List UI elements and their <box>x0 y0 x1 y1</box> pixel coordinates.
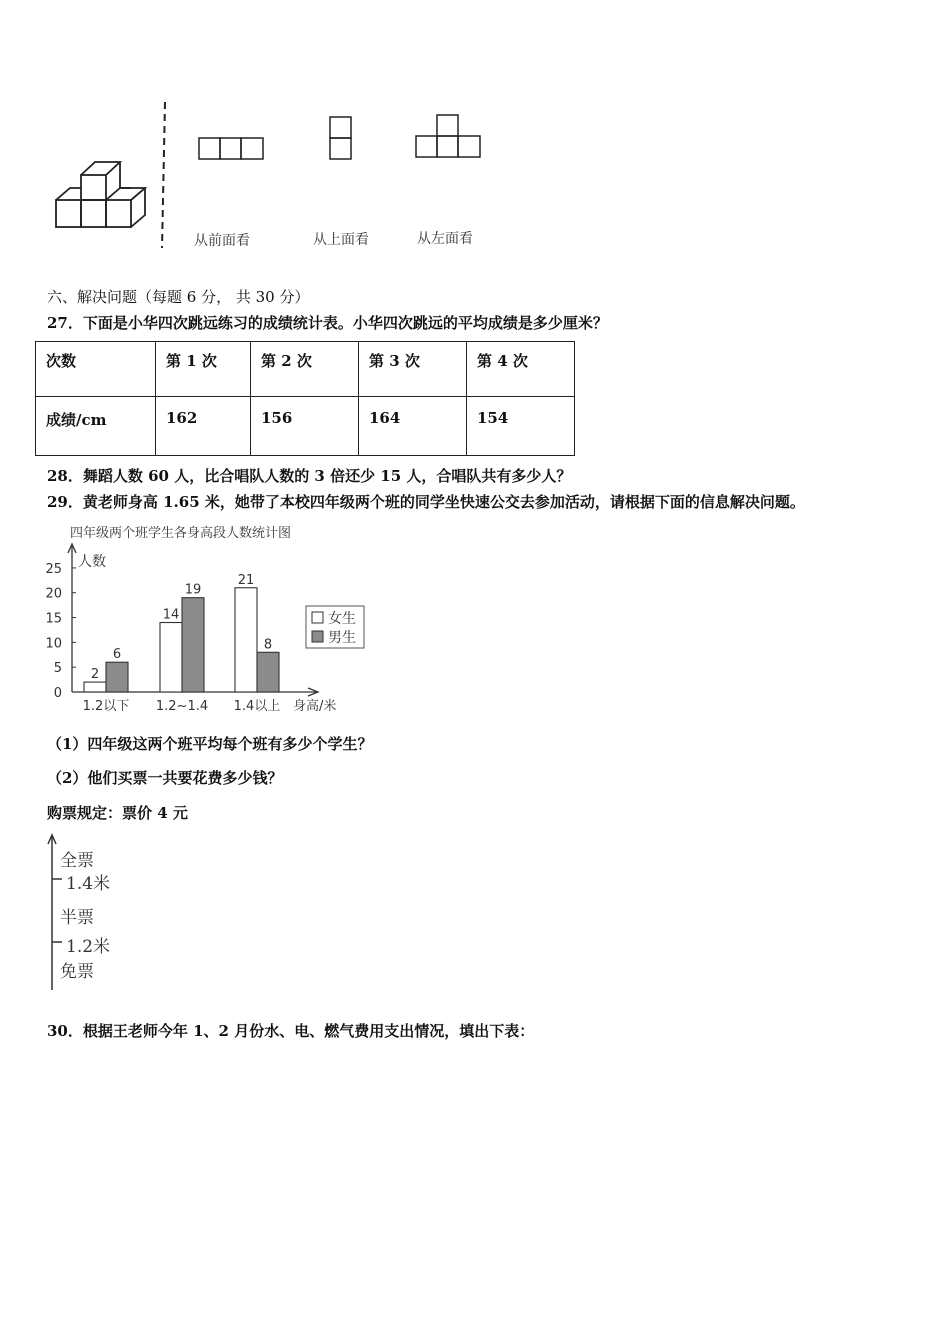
chart-data-label: 21 <box>237 572 255 588</box>
height-bar-chart <box>40 520 370 720</box>
table-cell: 162 <box>156 397 251 456</box>
chart-y-tick-label: 25 <box>45 561 62 577</box>
score-table <box>35 341 575 456</box>
table-header-cell: 第 4 次 <box>467 342 575 397</box>
question-28: 28．舞蹈人数 60 人，比合唱队人数的 3 倍还少 15 人，合唱队共有多少人？ <box>47 467 572 485</box>
table-cell: 164 <box>359 397 467 456</box>
chart-legend-swatch <box>312 631 323 642</box>
table-cell: 156 <box>251 397 359 456</box>
table-row <box>36 397 575 456</box>
chart-svg <box>40 520 370 720</box>
chart-x-tick-label: 1.2~1.4 <box>155 699 209 714</box>
question-29-sub1: （1）四年级这两个班平均每个班有多少个学生？ <box>47 735 373 753</box>
ticket-rule: 购票规定：票价 4 元 <box>47 804 188 822</box>
chart-y-tick-label: 0 <box>53 686 62 701</box>
table-header-cell: 次数 <box>36 342 156 397</box>
chart-y-tick-label: 20 <box>45 586 62 602</box>
ticket-free-label: 免票 <box>60 962 94 982</box>
table-cell: 154 <box>467 397 575 456</box>
table-row <box>36 342 575 397</box>
question-29-sub2: （2）他们买票一共要花费多少钱？ <box>47 769 283 787</box>
section-title: 六、解决问题（每题 6 分， 共 30 分） <box>47 288 310 306</box>
chart-y-tick-label: 10 <box>45 636 62 652</box>
front-view-label: 从前面看 <box>194 233 250 249</box>
ticket-half-label: 半票 <box>60 908 94 928</box>
chart-x-tick-label: 1.2以下 <box>82 699 130 714</box>
question-30: 30．根据王老师今年 1、2 月份水、电、燃气费用支出情况，填出下表： <box>47 1022 535 1040</box>
chart-title: 四年级两个班学生各身高段人数统计图 <box>70 526 292 541</box>
left-view-label: 从左面看 <box>417 231 473 247</box>
question-27: 27．下面是小华四次跳远练习的成绩统计表。小华四次跳远的平均成绩是多少厘米？ <box>47 314 608 332</box>
chart-xlabel: 身高/米 <box>293 699 337 714</box>
chart-data-label: 19 <box>184 582 202 598</box>
table-header-cell: 第 3 次 <box>359 342 467 397</box>
ticket-line-1-2: 1.2米 <box>66 937 111 957</box>
chart-legend-label: 女生 <box>328 611 356 627</box>
table-header-cell: 第 2 次 <box>251 342 359 397</box>
question-29: 29．黄老师身高 1.65 米，她带了本校四年级两个班的同学坐快速公交去参加活动，请根据下面的信息解决问题。 <box>47 493 805 511</box>
chart-y-tick-label: 5 <box>53 661 62 677</box>
chart-legend-label: 男生 <box>328 630 356 646</box>
chart-y-tick-label: 15 <box>45 611 62 627</box>
chart-bar-girls <box>235 588 257 692</box>
table-header-cell: 第 1 次 <box>156 342 251 397</box>
chart-legend-swatch <box>312 612 323 623</box>
top-view-label: 从上面看 <box>313 232 369 248</box>
chart-data-label: 8 <box>263 637 273 653</box>
ticket-full-label: 全票 <box>60 851 94 871</box>
chart-data-label: 2 <box>90 667 100 683</box>
chart-bar-boys <box>257 652 279 692</box>
chart-data-label: 14 <box>162 607 180 623</box>
chart-data-label: 6 <box>112 647 122 663</box>
chart-x-tick-label: 1.4以上 <box>233 699 281 714</box>
chart-ylabel: 人数 <box>78 554 106 570</box>
ticket-line-1-4: 1.4米 <box>66 874 111 894</box>
ticket-diagram <box>44 832 164 994</box>
table-row-label: 成绩/cm <box>36 397 156 456</box>
chart-bar-boys <box>106 662 128 692</box>
chart-bar-boys <box>182 598 204 692</box>
chart-bar-girls <box>160 623 182 692</box>
chart-bar-girls <box>84 682 106 692</box>
